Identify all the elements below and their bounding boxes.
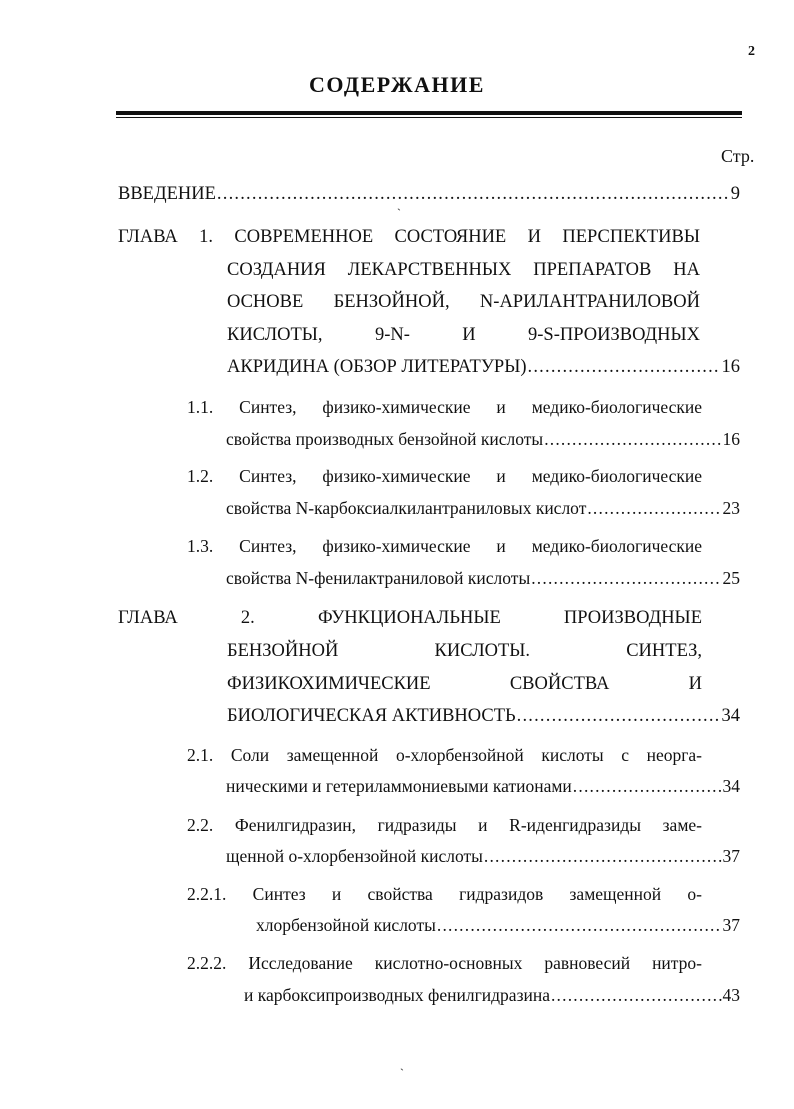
toc-entry-page: 37 (722, 846, 740, 866)
toc-chapter-2-line-2: БЕНЗОЙНОЙ КИСЛОТЫ. СИНТЕЗ, (227, 641, 702, 661)
toc-entry-page: 34 (721, 706, 740, 726)
title-rule-thick (116, 111, 742, 115)
toc-section-2-1-line-2[interactable] (226, 776, 740, 797)
toc-entry-label: щенной o-хлорбензойной кислоты (226, 846, 483, 866)
toc-section-1-3-line-2[interactable] (226, 568, 740, 589)
toc-chapter-1-line-5[interactable] (227, 357, 740, 378)
toc-chapter-1-line-4: КИСЛОТЫ, 9-N- И 9-S-ПРОИЗВОДНЫХ (227, 325, 700, 345)
leader-dots (217, 184, 730, 205)
toc-section-2-2-line-1[interactable]: 2.2. Фенилгидразин, гидразиды и R-иденгидразиды заме- (187, 815, 702, 835)
toc-section-1-1-line-2[interactable] (226, 429, 740, 450)
toc-entry-label: АКРИДИНА (ОБЗОР ЛИТЕРАТУРЫ) (227, 357, 527, 377)
toc-entry-label: БИОЛОГИЧЕСКАЯ АКТИВНОСТЬ (227, 706, 516, 726)
toc-entry-page: 16 (721, 357, 740, 377)
toc-section-1-2-line-1[interactable]: 1.2. Синтез, физико-химические и медико-биологические (187, 466, 702, 486)
page-title: СОДЕРЖАНИЕ (309, 72, 485, 97)
toc-entry-label: свойства N-карбоксиалкилантраниловых кислот (226, 498, 587, 518)
toc-entry-page: 25 (722, 568, 740, 588)
leader-dots (517, 706, 721, 727)
toc-section-1-1-line-1[interactable]: 1.1. Синтез, физико-химические и медико-биологические (187, 397, 702, 417)
toc-entry-page: 23 (722, 498, 740, 518)
toc-section-1-3-line-1[interactable]: 1.3. Синтез, физико-химические и медико-биологические (187, 536, 702, 556)
toc-entry-page: 37 (722, 915, 740, 935)
toc-chapter-2-line-3: ФИЗИКОХИМИЧЕСКИЕ СВОЙСТВА И (227, 674, 702, 694)
toc-chapter-2-line-4[interactable] (227, 706, 740, 727)
toc-entry-page: 43 (722, 985, 740, 1005)
toc-entry-label: ВВЕДЕНИЕ (118, 184, 216, 204)
leader-dots (531, 568, 721, 589)
page-number: 2 (748, 44, 755, 59)
toc-section-2-2-2-line-1[interactable]: 2.2.2. Исследование кислотно-основных равновесий нитро- (187, 953, 702, 973)
toc-section-2-2-1-line-1[interactable]: 2.2.1. Синтез и свойства гидразидов замещенной o- (187, 884, 702, 904)
toc-chapter-2-line-1[interactable]: ГЛАВА 2. ФУНКЦИОНАЛЬНЫЕ ПРОИЗВОДНЫЕ (118, 608, 702, 628)
leader-dots (587, 498, 721, 519)
toc-entry-page: 16 (722, 429, 740, 449)
toc-section-2-1-line-1[interactable]: 2.1. Соли замещенной o-хлорбензойной кислоты с неорга- (187, 745, 702, 765)
scan-mark: ` (397, 206, 401, 220)
toc-section-2-2-2-line-2[interactable] (244, 985, 740, 1006)
toc-entry-label: и карбоксипроизводных фенилгидразина (244, 985, 550, 1005)
toc-entry-page: 34 (722, 776, 740, 796)
scan-mark: ` (400, 1066, 404, 1080)
toc-chapter-1-line-3: ОСНОВЕ БЕНЗОЙНОЙ, N-АРИЛАНТРАНИЛОВОЙ (227, 292, 700, 312)
page-column-header: Стр. (721, 146, 755, 166)
title-rule-thin (116, 117, 742, 118)
toc-chapter-1-line-1[interactable]: ГЛАВА 1. СОВРЕМЕННОЕ СОСТОЯНИЕ И ПЕРСПЕКТИВЫ (118, 227, 700, 247)
leader-dots (551, 985, 722, 1006)
leader-dots (484, 846, 722, 867)
toc-entry-label: свойства производных бензойной кислоты (226, 429, 544, 449)
toc-entry-page: 9 (730, 184, 740, 204)
toc-entry-label: ническими и гетериламмониевыми катионами (226, 776, 572, 796)
toc-entry-label: хлорбензойной кислоты (256, 915, 436, 935)
toc-chapter-1-line-2: СОЗДАНИЯ ЛЕКАРСТВЕННЫХ ПРЕПАРАТОВ НА (227, 260, 700, 280)
toc-section-2-2-line-2[interactable] (226, 846, 740, 867)
toc-section-2-2-1-line-2[interactable] (256, 915, 740, 936)
leader-dots (544, 429, 721, 450)
toc-section-1-2-line-2[interactable] (226, 498, 740, 519)
toc-entry-label: свойства N-фенилактраниловой кислоты (226, 568, 531, 588)
leader-dots (528, 357, 721, 378)
leader-dots (437, 915, 722, 936)
leader-dots (573, 776, 722, 797)
toc-entry-intro[interactable] (118, 184, 740, 205)
